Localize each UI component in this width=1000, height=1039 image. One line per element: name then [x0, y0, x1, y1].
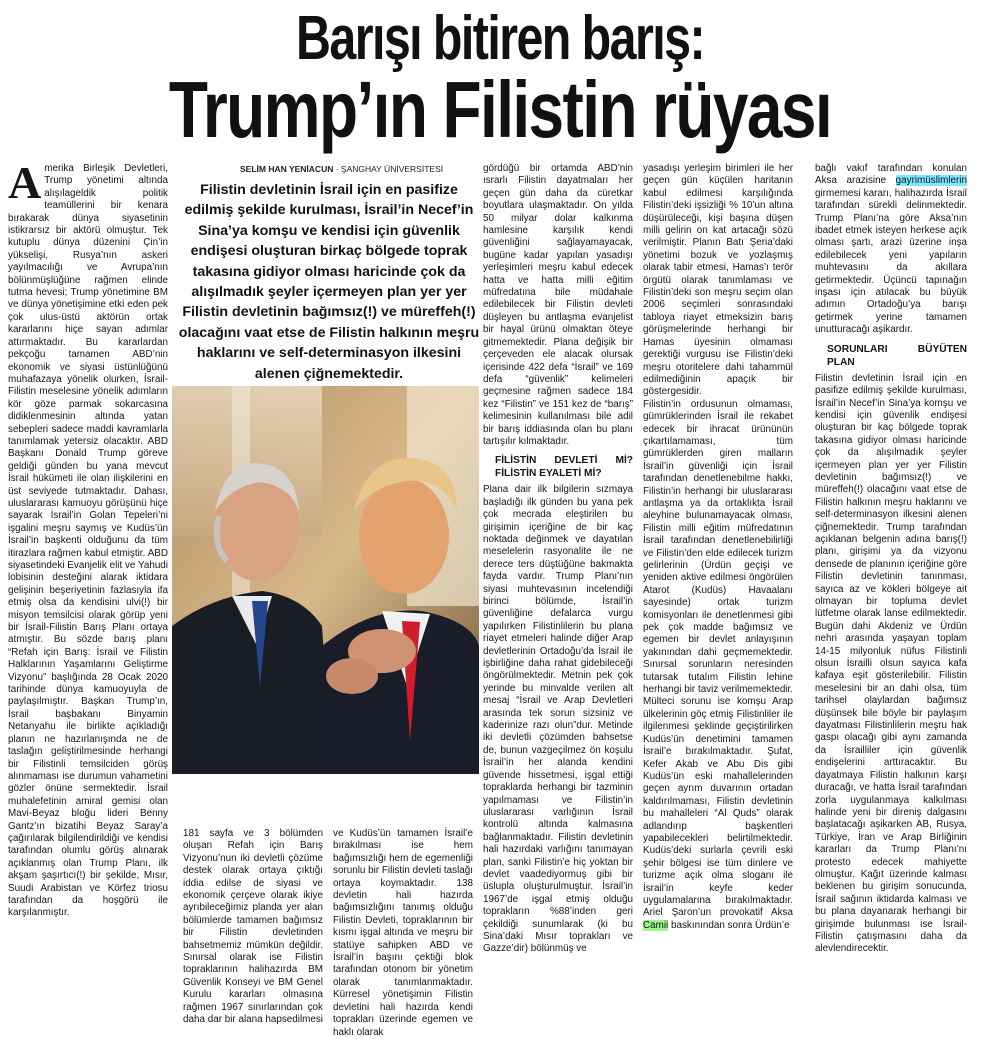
photo-illustration — [172, 386, 479, 774]
headline-line-2: Trump’ın Filistin rüyası — [168, 65, 832, 154]
column-5-paragraph-2 — [643, 399, 793, 932]
column-1-text: merika Birleşik Devletleri, Trump yönetimi altında alışılageldik politik teamüllerini bir kenara bırakarak dünya siyasetinin istikrarsız bir aktörü olmuştur. Tek kutuplu dünya düzenini Çin’in yükselişi, Rusya’nın askeri yayılmacılığı ve Avrupa’nın bölünmüşlüğüne rağmen elinde tutma hevesi; Trump yönetimine BM ve dünya yönetişimine etki eden pek çok ulus-üstü aktörün ortak kararlarını hiçe sayan adımlar attırmaktadır. Bu kararlardan pekçoğu tamamen ABD’nin ekonomik ve siyasi üstünlüğünü muhafazaya yönelik olurken, İsrail-Filistin meselesine yönelik adımların kör göze parmak sokarcasına didiklenmesinin altında yatan sebepleri sadece maddi kavramlarla tanımlamak yetersiz olacaktır. ABD Başkanı Donald Trump göreve geldiği günden bu yana mevcut İsrail hükümeti ile olan ilişkilerini en üst seviyede tutmaktadır. Dahası, uluslararası kamuoyu görüşünü hiçe sayarak İsrail’in Golan Tepeleri’ni işgalini meşru saymış ve Kudüs’ün İsrail’in başkenti olduğunu da tüm itirazlara rağmen kabul etmiştir. ABD siyasetindeki Evanjelik elit ve Yahudi lobisinin desteğini alarak iktidara gelişinin beşeriyetinin fazlasıyla ifa etmiş olsa da kendisini ulvi(!) bir misyon temsilcisi olarak görüp yeni bir İsrail-Filistin Barış Planı ortaya atmıştır. Bu sözde barış planı “Refah için Barış: İsrail ve Filistin Halklarının Yaşamlarını Geliştirme Vizyonu” başlığında 28 Ocak 2020 tarihinde dünya kamuoyuyla de paylaşılmıştır. Başkan Trump’ın, İsrail başbakanı Binyamin Netanyahu ile birlikte açıkladığı planın ne hazırlanışında ne de taslağın geliştirilmesinde herhangi bir Filistinli temsilciden görüş alınmaması ise durumun vahametini gözler önüne sermektedir. İsrail muhalefetinin amiral gemisi olan Mavi-Beyaz bloğu lideri Benny Gantz’ın bizatihi Beyaz Saray’a çağırılarak bilgilendirildiği ve kendisi tarafından olumlu görüş alınarak açıklanmış olan Trump Planı, ilk akşam şaşırtıcı(!) bir şekilde, Mısır, Suudi Arabistan ve Körfez triosu tarafından da hoşgörü ile karşılanmıştır. — [8, 163, 168, 919]
author-name: SELİM HAN YENİACUN — [240, 164, 334, 174]
article-column-3: ve Kudüs’ün tamamen İsrail’e bırakılması ise hem bağımsızlığı hem de egemenliği sorunlu bir Filistin devleti taslağı ortaya koymaktadır. 138 devletin hali hazırda bağımsızlığını tanımış olduğu Filistin Devleti, topraklarının bir kısmı işgal altında ve meşru bir statüye sahipken ABD ve İsrail’in başını çektiği blok tarafından otonom bir yönetim olarak tanımlanmaktadır. Kürresel yönetişimin Filistin devletini hali hazırda kendi toprakları üzerinde egemen ve haklı olarak — [333, 828, 473, 1038]
highlighted-word-camii: Camii — [643, 919, 669, 931]
article-column-1 — [8, 157, 168, 1011]
author-affiliation: · ŞANGHAY ÜNİVERSİTESİ — [333, 164, 444, 174]
column-6-paragraph-1 — [815, 163, 967, 337]
article-column-2: 181 sayfa ve 3 bölümden oluşan Refah için Barış Vizyonu’nun iki devletli çözüme destek olarak ortaya çıktığı iddia edilse de siyasi ve ekonomik çerçeve olarak ikiye ayrıbileceğimiz planda yer alan bölümlerde tamamen bağımsız bir Filistin devletinden bahsetmemiz mümkün değildir. Sınırsal olarak ise Filistin topraklarının halihazırda BM Güvenlik Konseyi ve BM Genel Kurulu kararları olmasına rağmen 1967 sınırlarından çok daha dar bir alana hapsedilmesi — [183, 828, 323, 1026]
column-5-text: Filistin’in ordusunun olmaması, gümrüklerinden İsrail ile rekabet edecek bir ihracat ürününün çıkartılamaması, tüm gümrüklerden giren malların İsrail’in güvenliği için İsrail tarafından denetlenebilme hakkı, Filistin’in herhangi bir uluslararası antlaşma ya da ortaklıkta İsrail aleyhine bulunamayacak olması, Filistin milli eğitim müfredatının İsrail tarafından denetlenebilirliği ve Filistin’den elde edilecek turizm gelirlerinin (Ürdün geçişi ve yeniden aktive edilmesi öngörülen Atarot (Kudüs) Havaalanı sayesinde) ortak turizm komisyonları ile denetlenmesi gibi pek çok madde bağımsız ve egemen bir devlet anlayışının yakınından dahi geçmemektedir. Sınırsal sorunların neresinden tutarsak tutalım Filistin lehine herhangi bir taviz verilmemektedir. Mülteci sorunu ise komşu Arap ülkelerinin göç etmiş Filistinliler ile ilgilenmesi şeklinde geçiştirilirken Kudüs’ün denetimini tamamen İsrail’e bırakılmaktadır. Şufat, Kefer Akab ve Abu Dis gibi Kudüs’ün eski mahallelerinden geçen ayrım duvarının ortadan kaldırılmaması, Filistin devletinin bu mahalleleri “Al Quds” olarak adlandırıp başkentleri yapabilecekleri belirtilmektedir. Kudüs’deki surlarla çevrili eski şehir bölgesi ise tüm dinlere ve turizme açık olma sloganı ile İsrail’in keyfe keder uygulamalarına bırakılmaktadır. Ariel Şaron’un provokatif Aksa — [643, 398, 793, 919]
headline-line-1: Barışı bitiren barış: — [296, 4, 704, 73]
article-column-5 — [643, 163, 793, 1012]
lead-paragraph: Filistin devletinin İsrail için en pasifize edilmiş şekilde kurulması, İsrail’in Necef’in Sina’ya komşu ve kendisi için güvenlik endişesi oluşturan birkaç bölgede toprak takasına gidiyor olması haricinde çok da alışılmadık şeyler içermeyen plan yer yer Filistin devletinin bağımsız(!) ve müreffeh(!) olacağını vaat etse de Filistin halkının meşru haklarını ve self-determinasyon ilkesini alenen çiğnemektedir. — [178, 182, 480, 382]
column-4-paragraph-2: Plana dair ilk bilgilerin sızmaya başladığı ilk günden bu yana pek çok mecrada eleştirilen bu girişimin içeriğine de bir kaç noktada değinmek ve dayatılan meselelerin rasyonalite ile ne derece ters düştüğüne bakmakta fayda vardır. Trump Planı’nın siyasi muhtevasının incelendiği birinci bölümde, İsrail’in güvenliğine defalarca vurgu yapılırken Filistinlilerin bu plana riayet etmeleri halinde diğer Arap devletlerinin Ortadoğu’da İsrail ile işbirliğine daha rahat gidebileceği öngörülmektedir. Metnin pek çok yerinde bu minvalde verilen alt mesaj “İsrail ve Arap Devletleri arasında tek sorun sizsiniz ve kaderinize razı olun”dur. Metinde iki devletli çözümden bahsetse de, bunun vazgeçilmez ön koşulu İsrail’in her alanda kendini güvende hissetmesi, işgal ettiği topraklarda herhangi bir tazminin yapılmaması ve Filistin’in uluslararası varlığının İsrail kontrolü altında kalmasına bağlanmaktadır. Filistin devletinin hali hazırdaki varlığını tanımayan plan, sanki Filistin’e hiç yoktan bir devlet vaadediyormuş gibi bir üslupla oluşturulmuştur. İsrail’in 1967’de işgal etmiş olduğu toprakların %88’inden geri çekildiği sunumlarak (ki bu Sina’daki Mısır toprakları ve Gazze’dir) bölünmüş ve — [483, 484, 633, 955]
subheading-sorunlari-buyuten-plan: SORUNLARI BÜYÜTEN PLAN — [827, 343, 967, 368]
subheading-filistin-devleti: FİLİSTİN DEVLETİ Mİ? FİLİSTİN EYALETİ Mİ? — [495, 455, 633, 480]
highlighted-word-gayrimuslimlerin: gayrimüslimlerin — [895, 175, 967, 187]
column-6-text-b: girmemesi kararı, halihazırda İsrail tarafından sürekli delinmektedir. Trump Planı’na göre Aksa’nın ibadet etmek isteyen herkese açık olması şartı, arazi üzerine inşa edilebilecek yeni yapıların muhtevasını da akıllara getirmektedir. Üçüncü tapınağın inşası için atılacak bu büyük adımın Ortadoğu’ya barışı getirmek yerine tamamen unutturacağı aşikardır. — [815, 187, 967, 336]
column-6-text-a: bağlı vakıf tarafından konulan Aksa arazisine — [815, 163, 967, 187]
column-6-paragraph-2: Filistin devletinin İsrail için en pasifize edilmiş şekilde kurulması, İsrail’in Necef’in Sina’ya komşu ve kendisi için güvenlik endişesi oluşturan bir kaç bölgede toprak takasına gidiyor olması haricinde çok da alışılmadık şeyler içermeyen plan yer yer Filistin devletinin bağımsız(!) ve müreffeh(!) olacağını vaat etse de Filistin halkının meşru haklarını ve self-determinasyon ilkesini alenen çiğnemektedir. Trump tarafından açıklanan belgenin adına barış(!) planı, girişimi ya da vizyonu densede de planının içeriğine göre Filistin devletinin tanınması, sayıca az ve kökleri bölgeye ait olmayan bir topluma devlet lütfetme olarak lanse edilmektedir. Bugün dahi Akdeniz ve Ürdün nehri arasında yaşayan toplam 14-15 milyonluk nüfus Filistinli olsun İsrailli olsun sayıca kafa kafaya eşit gösterilebilir. Filistin meselesini bir an dahi olsa, tüm tarihsel olaylardan bağımsız düşünsek bile böyle bir paylaşım dayatması Filistinlilerin meşru hak gaspı olacağı gibi aynı zamanda da İsrailliler için güvenlik endişelerini arttıracaktır. Bu dayatmaya Filistin halkının karşı duracağı, ve hatta İsrail tarafından zorla uygulanmaya kalkılması halinde yeni bir direniş dalgasını başlatacağı aşikarken AB, Rusya, Türkiye, İran ve Arap Birliğinin kararları da Trump Planı’nı protesto edecek mahiyette olmuştur. Kağıt üzerinde kalması beklenen bu girişim sonucunda, İsrail sağının iktidarda kalması ve bu plana dayanarak herhangi bir girişimde bulunması ise İsrail-Filistin çatışmasını daha da alevlendirecektir. — [815, 372, 967, 955]
drop-cap: A — [8, 157, 42, 208]
byline — [240, 164, 480, 174]
column-5-paragraph-1: yasadışı yerleşim birimleri ile her geçen gün küçülen haritanın kabul edilmesi karşılığında Filistin’deki işsizliği % 10’un altına düşürüleceği, kişi başına düşen milli gelirin on kat artacağı sözü verilmiştir. Planın Batı Şeria’daki yönetimi bozuk ve yozlaşmış olarak tabir etmesi, Hamas’ı terör örgütü olarak tanımlaması ve Filistin’deki son meşru seçim olan 2006 seçimleri sonrasındaki tabloya riayet etmeksizin barış görüşmelerinde herhangi bir Hamas üyesinin olmaması gerektiği vurgusu ise Filistin’deki meşru otoritelere dahi tahammül edilmediğinin apaçık bir göstergesidir. — [643, 163, 793, 398]
article-column-4 — [483, 163, 633, 1012]
column-5-tail: baskınından sonra Ürdün’e — [671, 919, 790, 931]
article-column-6 — [815, 163, 967, 1012]
article-photo — [172, 386, 479, 774]
column-4-paragraph-1: gördüğü bir ortamda ABD’nin ısrarlı Filistin dayatmaları her geçen gün daha da cüretkar boyutlara ulaşmaktadır. On yılda 50 milyar dolar kalkınma hamlesine karşılık kendi güvenliğini sağlayamayacak, bugüne kadar yapılan yasadışı yerleşimleri meşru kabul edecek hatta ve hatta milli eğitim müfredatına bile müdahale edilebilecek bir Filistin devleti düşleyen bu antlaşma evanjelist bir hayal ürünü olmaktan öteye gitmemektedir. Plana değişik bir çerçeveden ele alacak olursak içerisinde 422 defa “İsrail” ve 169 defa “güvenlik” kelimeleri geçmesine rağmen sadece 184 kez “Filistin” ve 151 kez de “barış” kelimesinin kullanılması bile adil bir barış iddiasında olan bu planı tartışılır kılmaktadır. — [483, 163, 633, 447]
